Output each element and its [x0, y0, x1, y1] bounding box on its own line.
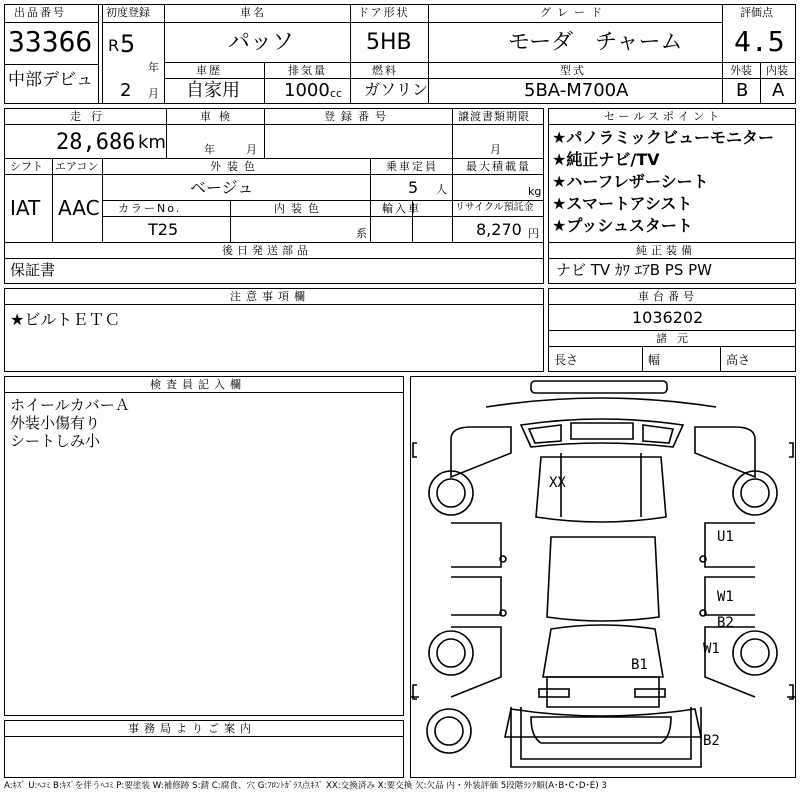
car-name: パッソ: [228, 30, 295, 55]
fuel: ガソリン: [364, 80, 429, 99]
shift-label: シフト: [10, 160, 43, 173]
legend: A:ｷｽﾞ U:ﾍｺﾐ B:ｷｽﾞを伴うﾍｺﾐ P:要塗装 W:補修跡 S:錆 C:腐食、穴 G:ﾌﾛﾝﾄｶﾞﾗｽ点ｷｽﾞ XX:交換済み X:要交換 欠:欠品 内・外装評価 5段階ﾗﾝｸ順(A･B･C･D･E) 3: [4, 781, 607, 791]
inspector-label: 検査員記入欄: [150, 378, 246, 391]
recycle: 8,270: [476, 220, 522, 239]
width-label: 幅: [648, 353, 661, 367]
insp-year-unit: 年: [204, 143, 215, 156]
ac-label: エアコン: [55, 160, 99, 173]
kg-unit: kg: [528, 185, 542, 198]
recycle-label: リサイクル預託金: [455, 202, 534, 213]
door-type: 5HB: [366, 30, 412, 55]
damage-mark: XX: [549, 475, 566, 491]
max-load-label: 最大積載量: [466, 160, 531, 173]
color-no-label: カラーNo.: [118, 202, 182, 215]
damage-mark: B2: [703, 733, 720, 749]
damage-mark: B1: [631, 657, 648, 673]
inspection-label: 車検: [200, 110, 238, 123]
grade: モーダ チャーム: [508, 30, 683, 55]
sales-point: ★プッシュスタート: [552, 216, 693, 235]
score-label: 評価点: [740, 6, 773, 19]
cc-unit: cc: [330, 87, 343, 100]
history: 自家用: [186, 80, 240, 101]
equipment: ナビ TV ｶﾜ ｴｱB PS PW: [556, 261, 712, 279]
yen-unit: 円: [528, 227, 539, 240]
mileage-label: 走行: [70, 110, 112, 123]
sales-point: ★パノラミックビューモニター: [552, 128, 775, 147]
exterior-label: 外装: [730, 64, 752, 77]
damage-mark: W1: [717, 589, 734, 605]
import-label: 輸入車: [382, 202, 421, 215]
lot-number-label: 出品番号: [14, 6, 66, 19]
car-name-label: 車名: [240, 6, 266, 19]
model-label: 型式: [560, 64, 586, 77]
mileage: 28,686: [56, 130, 136, 155]
displacement: 1000: [284, 80, 330, 101]
grade-label: グレード: [540, 6, 608, 19]
later-parts: 保証書: [10, 261, 56, 279]
shift: IAT: [10, 196, 41, 220]
first-reg-label: 初度登録: [106, 6, 150, 19]
door-label: ドア形状: [358, 6, 410, 19]
color-no: T25: [148, 220, 179, 239]
capacity-label: 乗車定員: [386, 160, 438, 173]
inspector-line: 外装小傷有り: [10, 414, 101, 432]
displacement-label: 排気量: [288, 64, 327, 77]
sales-point: ★ハーフレザーシート: [552, 172, 709, 191]
office-label: 事務局よりご案内: [128, 722, 256, 735]
transfer-label: 譲渡書類期限: [458, 110, 530, 123]
damage-mark: W1: [703, 641, 720, 657]
transfer-month-unit: 月: [490, 143, 501, 156]
series-unit: 系: [356, 227, 367, 240]
interior-label: 内装: [766, 64, 788, 77]
sales-points-list: [552, 127, 774, 237]
sales-points-label: セールスポイント: [604, 110, 724, 123]
model: 5BA-M700A: [524, 80, 629, 101]
notes-text: ★ビルトＥＴＣ: [10, 310, 121, 329]
ext-color-label: 外装色: [210, 160, 261, 173]
lot-number: 33366: [8, 25, 93, 58]
ext-color: ベージュ: [190, 178, 254, 197]
reg-no-label: 登録番号: [324, 110, 392, 123]
chassis-no: 1036202: [632, 308, 704, 327]
car-diagram: [411, 377, 795, 777]
chassis-label: 車台番号: [638, 290, 698, 303]
later-parts-label: 後日発送部品: [222, 244, 312, 257]
ac: AAC: [58, 196, 100, 220]
capacity: 5: [408, 178, 419, 197]
km-unit: km: [138, 132, 166, 153]
damage-mark: B2: [717, 615, 734, 631]
damage-mark: U1: [717, 529, 734, 545]
inspector-line: ホイールカバーＡ: [10, 396, 130, 414]
sales-point: ★スマートアシスト: [552, 194, 693, 213]
notes-label: 注意事項欄: [230, 290, 310, 303]
exterior-grade: B: [736, 80, 749, 101]
venue: 中部デビュ: [8, 70, 93, 90]
equipment-label: 純正装備: [636, 244, 696, 257]
insp-month-unit: 月: [246, 143, 257, 156]
sales-point: ★純正ナビ/TV: [552, 150, 660, 169]
dims-label: 諸元: [656, 332, 698, 345]
interior-grade: A: [772, 80, 785, 101]
person-unit: 人: [436, 183, 447, 196]
length-label: 長さ: [554, 353, 579, 367]
reg-year: 5: [120, 30, 136, 58]
inspector-line: シートしみ小: [10, 432, 101, 450]
score: 4.5: [734, 25, 785, 58]
history-label: 車歴: [196, 64, 222, 77]
year-unit: 年: [148, 61, 159, 74]
fuel-label: 燃料: [372, 64, 398, 77]
height-label: 高さ: [726, 353, 751, 367]
era: R: [108, 36, 120, 55]
inspector-lines: [10, 396, 130, 450]
car-diagram-box: [410, 376, 796, 778]
reg-month: 2: [120, 80, 132, 101]
month-unit: 月: [148, 87, 159, 100]
int-color-label: 内装色: [274, 202, 325, 215]
